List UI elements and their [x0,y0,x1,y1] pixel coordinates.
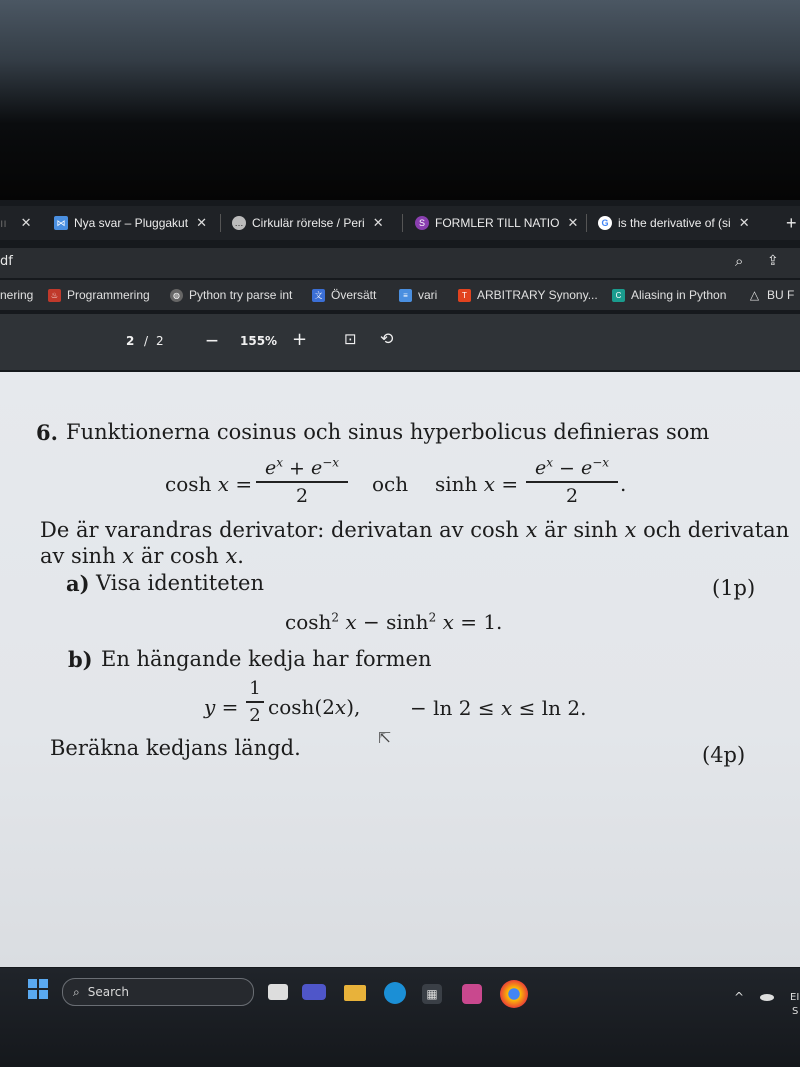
pdf-toolbar [0,314,800,370]
edge-browser-icon[interactable] [384,982,406,1004]
windows-start-icon[interactable] [28,979,48,999]
problem-intro: Funktionerna cosinus och sinus hyperbolicus definieras som [66,420,710,444]
part-b-text: En hängande kedja har formen [101,647,432,671]
photos-icon[interactable] [462,984,482,1004]
part-b-points: (4p) [702,743,746,767]
tab-separator [220,214,221,232]
och-text: och [372,472,409,496]
thesaurus-icon: T [458,289,471,302]
s-icon: S [415,216,429,230]
bookmarks-bar [0,280,800,310]
identity-equation: $\cosh^2 x - \sinh^2 x = 1$. [285,610,503,634]
tray-chevron-up-icon[interactable]: ^ [734,990,745,1004]
cosh-lhs: cosh x = [165,472,253,496]
translate-icon: 文 [312,289,325,302]
bookmark-python-try-parse[interactable]: ◍ Python try parse int [170,280,292,310]
page-number[interactable]: 2 [126,334,135,348]
zoom-level[interactable]: 155% [240,334,278,348]
part-b-label: b) [68,647,93,672]
tab-separator [586,214,587,232]
globe-icon: ◍ [170,289,183,302]
bookmark-programmering[interactable]: ♨ Programmering [48,280,150,310]
bookmark-bu[interactable]: △ BU F [749,288,795,302]
file-explorer-icon[interactable] [344,985,366,1001]
chain-rhs: cosh(2x), [268,695,361,719]
cloud-icon[interactable] [760,994,774,1001]
bookmark-oversatt[interactable]: 文 Översätt [312,280,376,310]
bookmark-vari[interactable]: ≡ vari [399,280,437,310]
java-icon: ♨ [48,289,61,302]
taskbar-search-box[interactable]: ⌕ Search [62,978,254,1006]
close-icon[interactable]: ✕ [20,215,32,230]
part-a-text: Visa identiteten [96,571,265,595]
pluggakuten-icon: ⋈ [54,216,68,230]
part-b-question: Beräkna kedjans längd. [50,736,301,760]
chrome-icon[interactable] [500,980,528,1008]
google-icon: G [598,216,612,230]
address-text: df [0,254,13,269]
triangle-icon: △ [749,288,760,302]
docs-icon: ≡ [399,289,412,302]
zoom-search-icon[interactable]: ⌕ [735,252,744,270]
pdf-page: 6. Funktionerna cosinus och sinus hyperbolicus definieras som cosh x = $e^x + e^{-x}$ 2 och sinh x = $e^x - e^{-x}$ 2 . De är varandras derivator: derivatan av cosh x är sinh x och derivatan av sinh x är cosh x. a) Visa identiteten (1p) $\cosh^2 x - \sinh^2 x = 1$. b) En hängande kedja har formen y = 1 2 cosh(2x), − ln 2 ≤ x ≤ ln 2. Beräkna kedjans längd. (4p) ⇱ [0,372,800,967]
c-icon: C [612,289,625,302]
address-bar[interactable] [0,248,800,278]
taskbar [0,968,800,1067]
problem-number: 6. [36,420,58,445]
fit-page-icon[interactable]: ⊡ [344,330,357,348]
cosh-fraction: $e^x + e^{-x}$ 2 [256,456,348,507]
search-icon: ⌕ [73,984,80,999]
tab-partial[interactable]: ıı ✕ [0,215,32,230]
bookmark-arbitrary[interactable]: T ARBITRARY Synony... [458,280,598,310]
close-icon[interactable]: ✕ [196,215,207,230]
close-icon[interactable]: ✕ [738,215,750,230]
tab-cirkular[interactable]: … Cirkulär rörelse / Peri ✕ [232,206,384,240]
teams-chat-icon[interactable] [302,984,326,1000]
chain-lhs: y = [204,695,239,719]
chat-bubble-icon: … [232,216,246,230]
part-a-label: a) [66,571,90,596]
bookmark-nering[interactable]: nering [0,288,34,302]
half-fraction: 1 2 [246,678,264,726]
monitor-bezel [0,0,800,200]
bookmark-aliasing[interactable]: C Aliasing in Python [612,280,726,310]
zoom-in-button[interactable]: + [292,329,308,350]
description-line2: av sinh x är cosh x. [40,544,244,568]
sinh-fraction: $e^x - e^{-x}$ 2 [526,456,618,507]
task-view-icon[interactable] [268,984,288,1000]
browser-tab-bar [0,206,800,240]
store-icon[interactable]: ▦ [422,984,442,1004]
tab-separator [402,214,403,232]
rotate-icon[interactable]: ⟲ [380,329,394,348]
page-total: 2 [156,334,164,348]
interval: − ln 2 ≤ x ≤ ln 2. [410,696,587,720]
sinh-lhs: sinh x = [435,472,519,496]
part-a-points: (1p) [712,576,756,600]
page-separator: / [144,334,149,348]
description-line1: De är varandras derivator: derivatan av cosh x är sinh x och derivatan [40,518,790,542]
new-tab-plus-icon[interactable]: + [786,212,797,233]
close-icon[interactable]: ✕ [372,215,384,230]
tray-language[interactable]: EI [790,992,800,1003]
tab-google[interactable]: G is the derivative of (si ✕ [598,206,750,240]
tab-formler[interactable]: S FORMLER TILL NATIO ✕ [415,206,578,240]
tab-pluggakuten[interactable]: ⋈ Nya svar – Pluggakut ✕ [54,206,207,240]
share-icon[interactable]: ⇪ [767,253,779,269]
mouse-cursor-icon: ⇱ [378,728,392,747]
tray-language-sub: S [792,1006,799,1017]
zoom-out-button[interactable]: — [206,333,218,347]
close-icon[interactable]: ✕ [567,215,579,230]
